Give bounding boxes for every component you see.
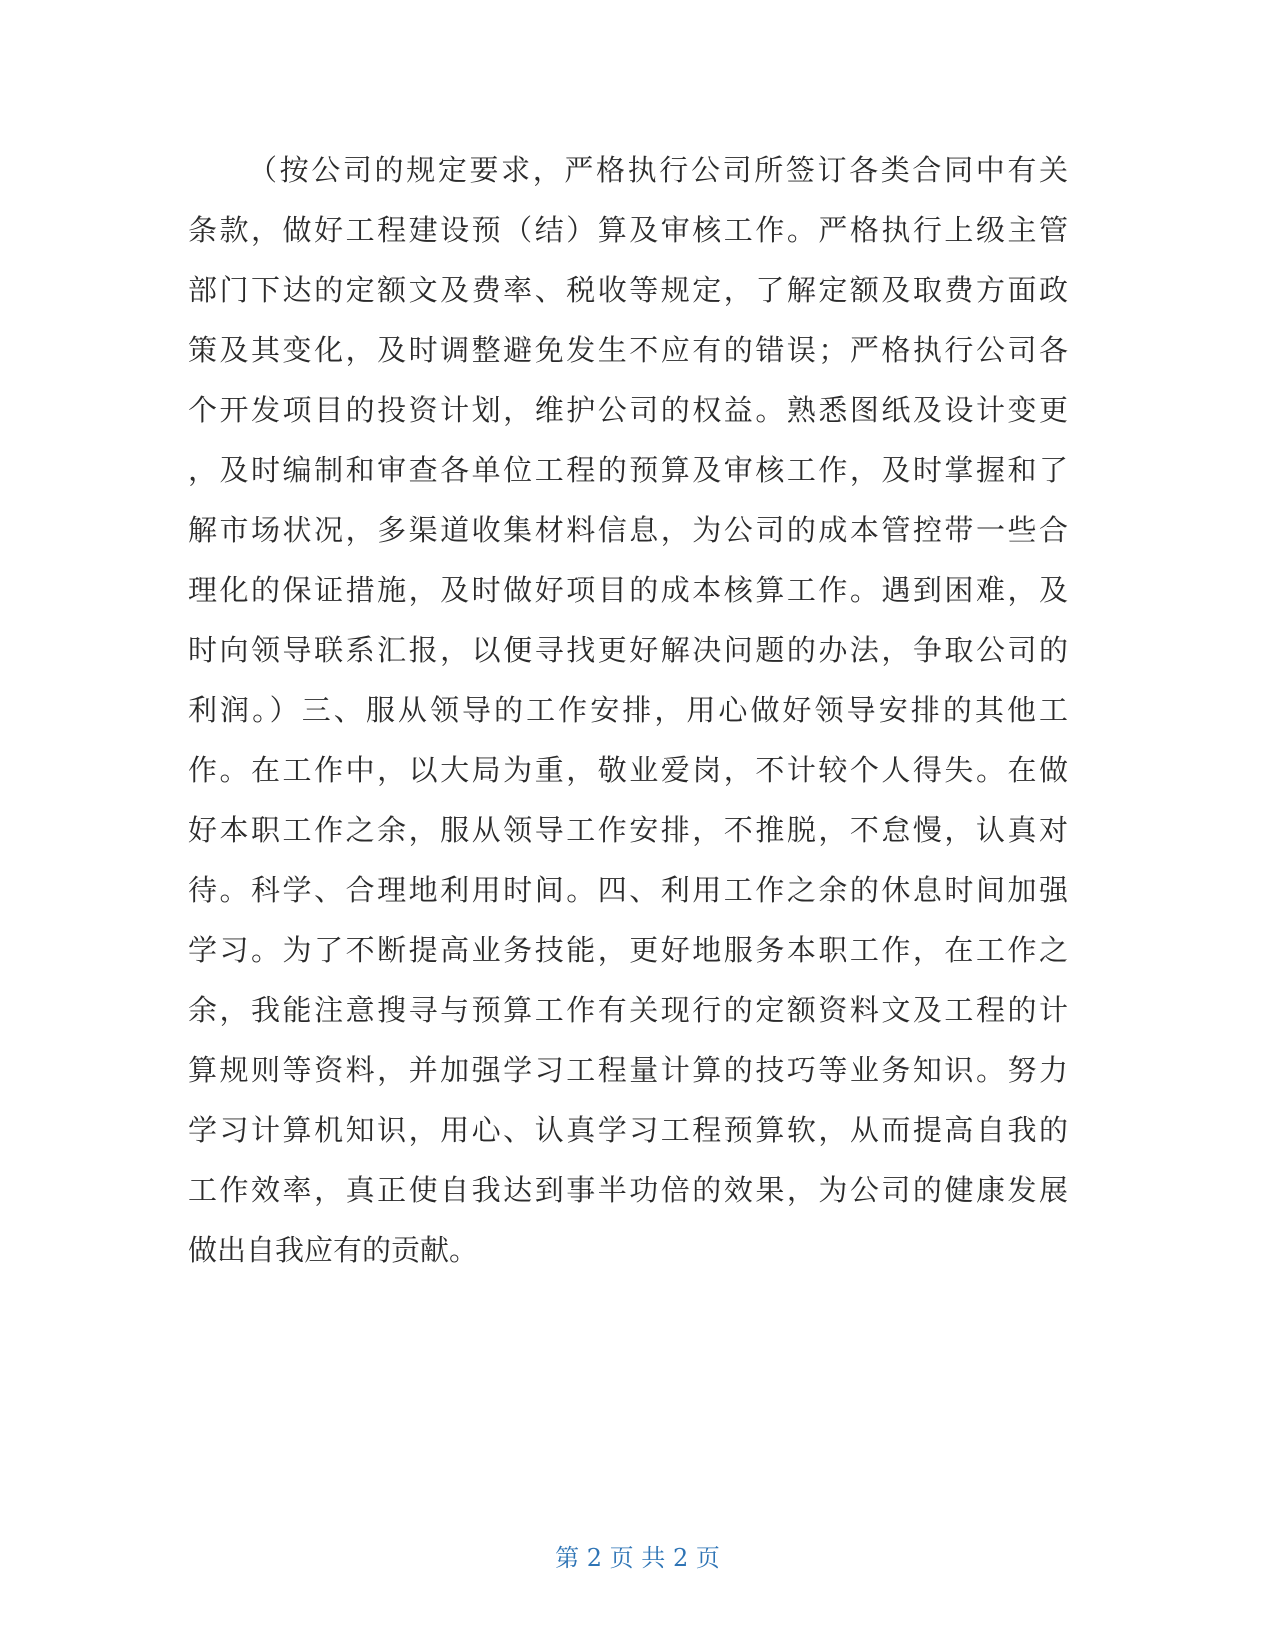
page-number: 第 2 页 共 2 页 [555, 1544, 720, 1572]
paragraph-line: 理化的保证措施，及时做好项目的成本核算工作。遇到困难，及 [188, 573, 1068, 607]
paragraph-line: 利润。）三、服从领导的工作安排，用心做好领导安排的其他工 [188, 693, 1068, 727]
paragraph-line: 学习计算机知识，用心、认真学习工程预算软，从而提高自我的 [188, 1113, 1068, 1147]
paragraph-line: 好本职工作之余，服从领导工作安排，不推脱，不怠慢，认真对 [188, 813, 1068, 847]
paragraph-line: 工作效率，真正使自我达到事半功倍的效果，为公司的健康发展 [188, 1173, 1068, 1207]
paragraph-line: ，及时编制和审查各单位工程的预算及审核工作，及时掌握和了 [188, 453, 1068, 487]
paragraph-line: 算规则等资料，并加强学习工程量计算的技巧等业务知识。努力 [188, 1053, 1068, 1087]
paragraph-line: 部门下达的定额文及费率、税收等规定，了解定额及取费方面政 [188, 273, 1068, 307]
paragraph-line: 解市场状况，多渠道收集材料信息，为公司的成本管控带一些合 [188, 513, 1068, 547]
paragraph-line: 策及其变化，及时调整避免发生不应有的错误；严格执行公司各 [188, 333, 1068, 367]
paragraph-line: 条款，做好工程建设预（结）算及审核工作。严格执行上级主管 [188, 213, 1068, 247]
paragraph-line: 学习。为了不断提高业务技能，更好地服务本职工作，在工作之 [188, 933, 1068, 967]
paragraph-line: 待。科学、合理地利用时间。四、利用工作之余的休息时间加强 [188, 873, 1068, 907]
paragraph-line: 余，我能注意搜寻与预算工作有关现行的定额资料文及工程的计 [188, 993, 1068, 1027]
paragraph-line: 作。在工作中，以大局为重，敬业爱岗，不计较个人得失。在做 [188, 753, 1068, 787]
paragraph-line: 个开发项目的投资计划，维护公司的权益。熟悉图纸及设计变更 [188, 393, 1068, 427]
paragraph-line: 做出自我应有的贡献。 [188, 1233, 479, 1267]
document-body [188, 140, 1068, 1280]
page-footer [0, 1538, 1275, 1573]
paragraph-line: 时向领导联系汇报，以便寻找更好解决问题的办法，争取公司的 [188, 633, 1068, 667]
paragraph-line: （按公司的规定要求，严格执行公司所签订各类合同中有关 [248, 153, 1068, 187]
